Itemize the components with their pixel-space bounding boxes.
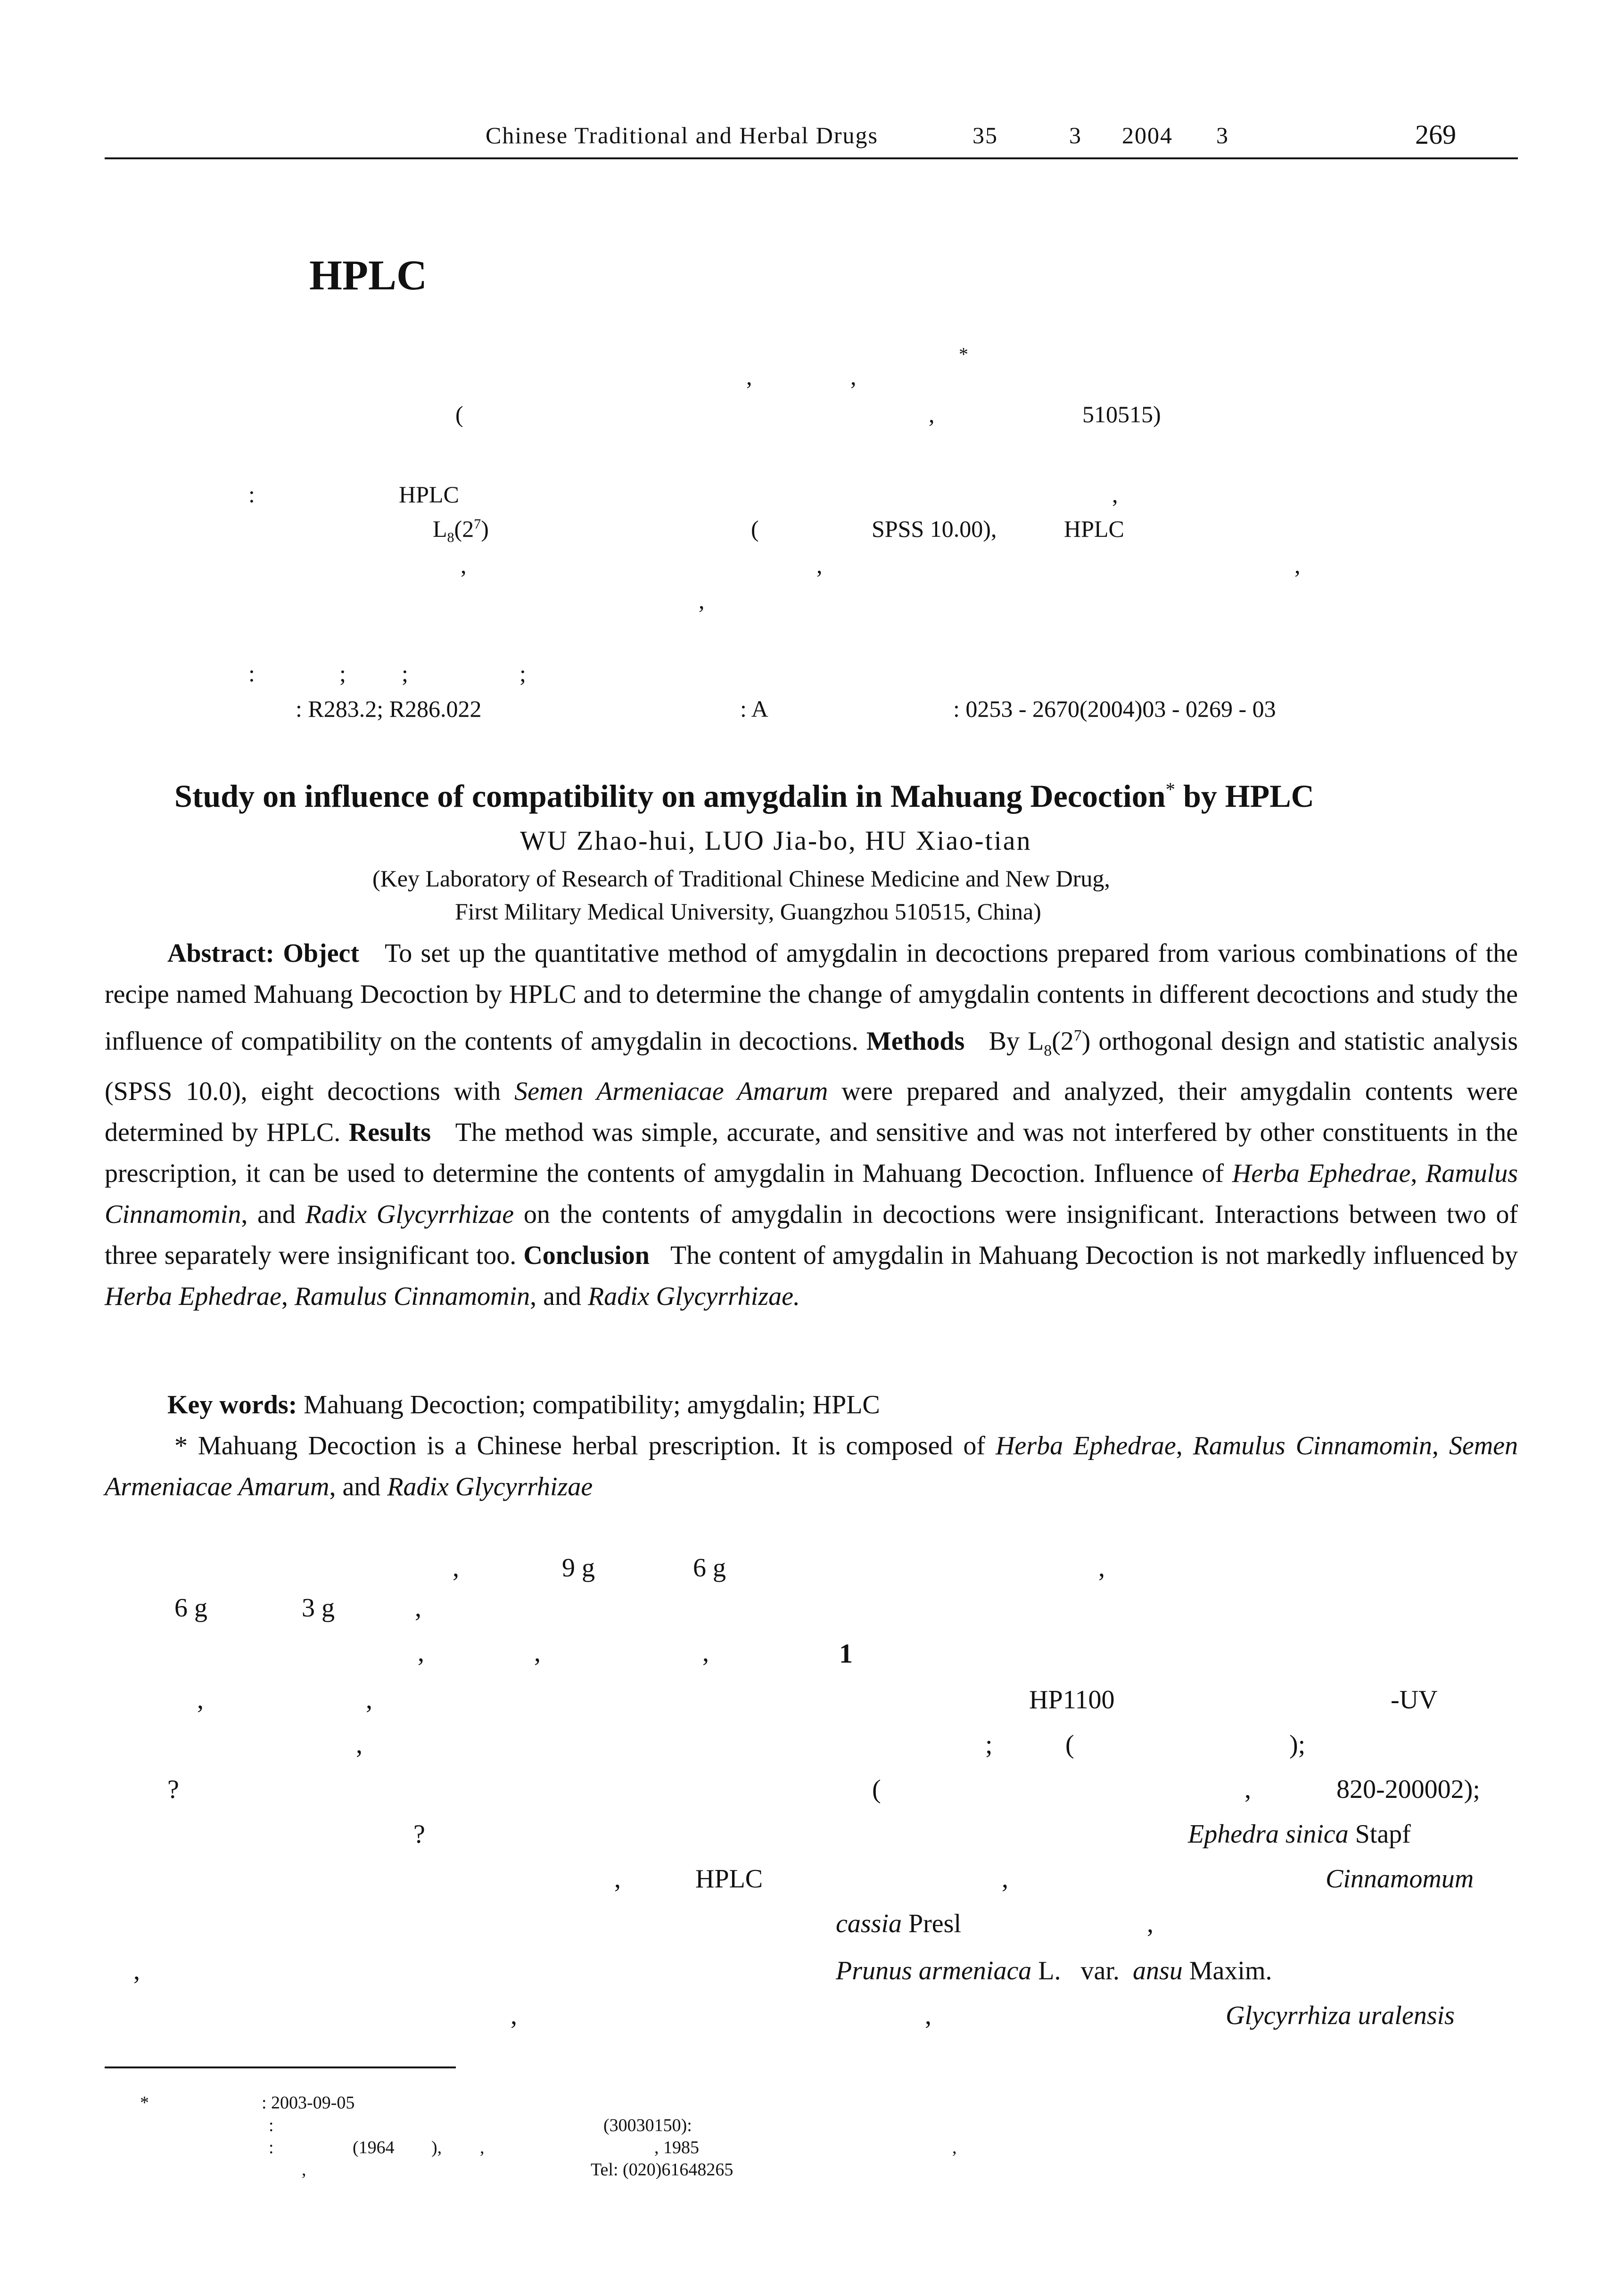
conclusion-herb-1: Herba Ephedrae [105,1281,281,1311]
en-title-tail: by HPLC [1183,778,1314,814]
body-l1-comma-2: , [1098,1553,1105,1583]
cn-author-comma-2: , [850,363,857,390]
footnote-rule [105,2066,456,2068]
cn-keywords-colon: : [248,660,255,687]
design-close: ) [481,516,489,542]
glycyrrhiza-species: Glycyrrhiza uralensis [1226,2001,1455,2030]
note-herb-1: Herba Ephedrae [995,1431,1176,1460]
results-and: and [257,1199,296,1229]
cn-abstract-hplc: HPLC [399,481,459,508]
running-header-volume: 35 [972,122,998,148]
footnote-fund-colon: : [269,2116,274,2135]
prunus-var: var. [1080,1956,1120,1985]
body-r-addr-open: ( [872,1775,881,1804]
body-l3-comma-1: , [418,1638,424,1667]
body-l3-comma-2: , [534,1638,541,1667]
body-l7-question: ? [413,1820,425,1849]
page-number: 269 [1415,119,1456,150]
body-l2-6g: 6 g [174,1593,207,1623]
ephedra-author: Stapf [1355,1820,1411,1849]
en-affiliation-line1: (Key Laboratory of Research of Traditional Chinese Medicine and New Drug, [372,865,1110,892]
note-pre: * Mahuang Decoction is a Chinese herbal prescription. It is composed of [174,1431,986,1460]
cn-title-fragment: HPLC [309,252,428,299]
note-herb-2: Ramulus Cinnamomin [1193,1431,1432,1460]
body-l11-comma: , [511,2001,517,2030]
keywords-label: Key words: [167,1390,297,1419]
body-r-addr-comma: , [1244,1775,1251,1804]
results-herb-2: Ramulus Cinnamomin [105,1158,1518,1229]
en-title [174,778,1314,815]
cn-article-number: : 0253 - 2670(2004)03 - 0269 - 03 [953,696,1276,722]
cn-author-star: * [959,344,968,365]
en-note: * Mahuang Decoction is a Chinese herbal prescription. It is composed of Herba Ephedrae, Ramulus Cinnamomin, Semen Armeniacae Amarum, and Radix Glycyrrhizae [105,1431,1518,1501]
body-l2-3g: 3 g [302,1593,335,1623]
conclusion-label: Conclusion [523,1240,650,1270]
body-r-cin-comma: , [1147,1909,1154,1938]
body-l6-question: ? [167,1775,179,1804]
en-affiliation-line2: First Military Medical University, Guangzhou 510515, China) [455,898,1041,925]
cinnamomum-genus: Cinnamomum [1326,1864,1474,1894]
body-l1-comma: , [453,1553,459,1583]
prunus-maxim: Maxim. [1189,1956,1272,1985]
footnote-tel-comma: , [302,2160,306,2180]
section-number: 1 [839,1638,853,1669]
running-header-journal: Chinese Traditional and Herbal Drugs [486,122,879,148]
results-text-1: The method was simple, accurate, and sensitive and was not interfered by other constituents in the prescription, it can be used to determine the contents of amygdalin in Mahuang Decoction. Influence of [105,1117,1518,1188]
footnote-fund-number: (30030150): [603,2116,692,2135]
methods-post: ) orthogonal design and statistic analysis (SPSS 10.0), eight decoctions with [105,1026,1518,1106]
methods-sub: 8 [1044,1041,1052,1059]
cn-abstract-comma-a: , [461,552,467,578]
body-r-gly-comma: , [925,2001,931,2030]
header-rule [105,157,1518,159]
prunus-ansu: ansu [1132,1956,1183,1985]
footnote-bio-colon: : [269,2138,274,2157]
ephedra-name: Ephedra sinica [1188,1820,1349,1849]
running-header-year: 2004 [1122,122,1173,148]
conclusion-herb-3: Radix Glycyrrhizae. [588,1281,800,1311]
cn-class-number: : R283.2; R286.022 [296,696,482,722]
results-herb-3: Radix Glycyrrhizae [305,1199,514,1229]
note-herb-4: Radix Glycyrrhizae [387,1472,593,1501]
body-l1-6g: 6 g [693,1553,726,1583]
conclusion-herb-2: Ramulus Cinnamomin [294,1281,530,1311]
footnote-bio-1985: , 1985 [654,2138,699,2157]
body-l10-comma: , [133,1956,140,1985]
en-title-main: Study on influence of compatibility on amygdalin in Mahuang Decoction [174,778,1166,814]
ephedra-species [1188,1819,1411,1849]
cn-abstract-colon: : [248,481,255,508]
footnote-bio-year: (1964 [353,2138,395,2157]
prunus-l: L. [1038,1956,1061,1985]
body-r-addr-code: 820-200002); [1336,1775,1480,1804]
cn-author-comma-1: , [746,363,752,390]
body-r-paren-close: ); [1289,1730,1306,1759]
design-l: L [433,516,447,542]
note-herb-3: Semen Armeniacae Amarum [105,1431,1518,1501]
methods-pre: By L [989,1026,1044,1056]
cn-abstract-design [433,515,489,546]
body-r-comma-cin: , [1002,1864,1008,1894]
results-label: Results [348,1117,431,1147]
body-l8-hplc: HPLC [695,1864,763,1894]
en-authors: WU Zhao-hui, LUO Jia-bo, HU Xiao-tian [520,825,1032,856]
cn-abstract-open-paren: ( [751,516,759,542]
body-l1-9g: 9 g [562,1553,595,1583]
cin-sp: cassia [836,1909,902,1938]
footnote-received: : 2003-09-05 [262,2093,355,2113]
note-and: and [342,1472,381,1501]
en-title-star: * [1165,779,1175,800]
cn-keywords-semi-3: ; [519,660,526,687]
cn-abstract-comma-d: , [699,587,705,614]
cin-auth: Presl [908,1909,961,1938]
methods-label: Methods [866,1026,965,1056]
body-l5-comma: , [356,1730,363,1759]
cn-affil-postcode: 510515) [1082,401,1161,427]
body-l3-comma-3: , [702,1638,709,1667]
keywords-text: Mahuang Decoction; compatibility; amygdalin; HPLC [304,1390,880,1419]
conclusion-and: and [543,1281,582,1311]
cn-abstract-comma-c: , [1294,552,1301,578]
prunus-name: Prunus armeniaca [836,1956,1032,1985]
en-abstract: Abstract: Object To set up the quantitative method of amygdalin in decoctions prepared from various combinations of the recipe named Mahuang Decoction by HPLC and to determine the change of amygdalin contents in different decoctions and study the influence of compatibility on the contents of amygdalin in decoctions. Methods By $L_8(2^7)$ orthogonal design and statistic analysis (SPSS 10.0), eight decoctions with Semen Armeniacae Amarum were prepared and analyzed, their amygdalin contents were determined by HPLC. Results The method was simple, accurate, and sensitive and was not interfered by other constituents in the prescription, it can be used to determine the contents of amygdalin in Mahuang Decoction. Influence of Herba Ephedrae, Ramulus Cinnamomin, and Radix Glycyrrhizae on the contents of amygdalin in decoctions were insignificant. Interactions between two of three separately were insignificant too. Conclusion The content of amygdalin in Mahuang Decoction is not markedly influenced by Herba Ephedrae, Ramulus Cinnamomin, and Radix Glycyrrhizae. [105,939,1518,1311]
design-sub: 8 [447,530,454,545]
cn-abstract-hplc-2: HPLC [1064,516,1124,542]
footnote-tel: Tel: (020)61648265 [591,2160,733,2180]
body-l4-comma-1: , [197,1685,204,1714]
object-text: To set up the quantitative method of amygdalin in decoctions prepared from various combinations of the recipe named Mahuang Decoction by HPLC and to determine the change of amygdalin contents in different decoctions and study the influence of compatibility on the contents of amygdalin in decoctions. [105,939,1518,1056]
footnote-star: * [140,2093,149,2113]
design-sup: 7 [474,516,481,532]
running-header-month: 3 [1216,122,1229,148]
cn-keywords-semi-1: ; [339,660,346,687]
object-label: Object [283,939,360,968]
cn-keywords-semi-2: ; [402,660,408,687]
instrument-model: HP1100 [1029,1685,1115,1714]
abstract-label: Abstract: [167,939,275,968]
prunus-species [836,1956,1272,1986]
footnote-bio-paren: ), [431,2138,442,2157]
cn-abstract-comma-b: , [816,552,823,578]
methods-herb: Semen Armeniacae Amarum [514,1076,828,1106]
body-l4-comma-2: , [366,1685,372,1714]
body-r-semicolon: ; [985,1730,993,1759]
cn-document-code: : A [740,696,768,722]
cinnamomum-species [836,1909,961,1939]
design-paren: (2 [454,516,474,542]
cn-affil-paren: ( [455,401,463,427]
cn-affil-comma: , [929,401,935,427]
methods-tail: were prepared and analyzed, their amygdalin contents were determined by HPLC. [105,1076,1518,1147]
en-keywords [167,1385,880,1426]
body-r-paren-open: ( [1065,1730,1074,1759]
results-herb-1: Herba Ephedrae [1232,1158,1411,1188]
methods-mid: (2 [1052,1026,1074,1056]
cn-abstract-spss: SPSS 10.00), [872,516,997,542]
conclusion-text: The content of amygdalin in Mahuang Decoction is not markedly influenced by [670,1240,1518,1270]
body-l8-comma: , [614,1864,621,1894]
footnote-bio-comma: , [480,2138,485,2157]
cn-abstract-comma: , [1112,481,1118,508]
results-text-2: on the contents of amygdalin in decoctions were insignificant. Interactions between two of three separately were insignificant too. [105,1199,1518,1270]
footnote-bio-comma-2: , [952,2138,957,2157]
running-header-issue: 3 [1069,122,1082,148]
body-l2-comma: , [415,1593,421,1623]
detector-uv: -UV [1391,1685,1438,1714]
methods-sup: 7 [1073,1027,1082,1044]
